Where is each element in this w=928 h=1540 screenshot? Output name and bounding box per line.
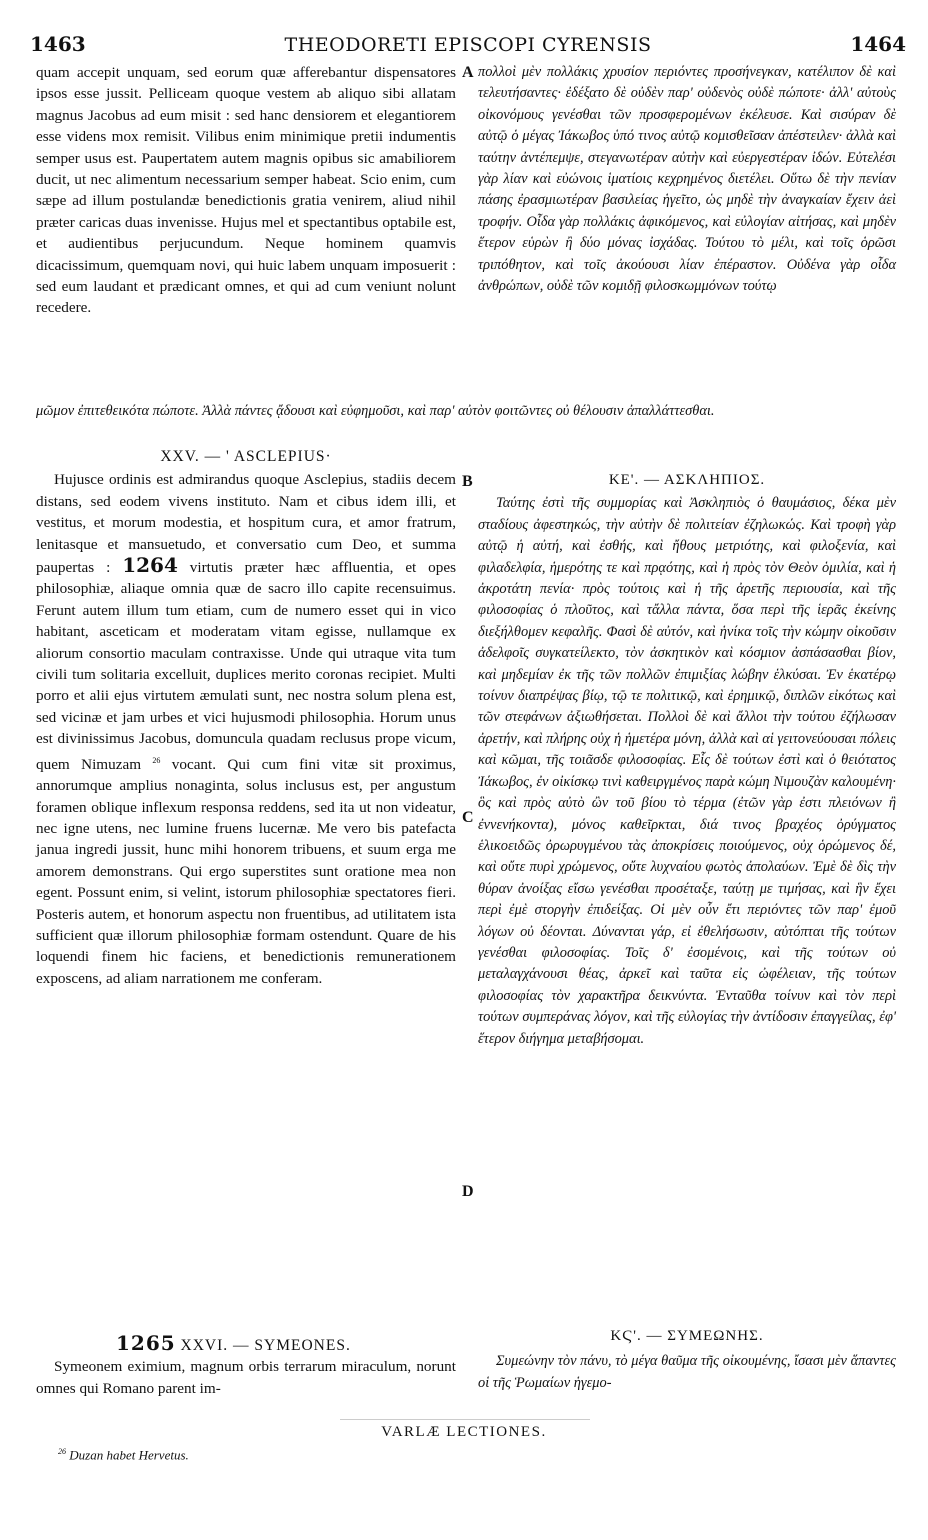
page-header — [30, 32, 906, 58]
variae-lectiones-heading: VARLÆ LECTIONES. — [381, 1424, 547, 1440]
column-number-1264: 1264 — [122, 553, 178, 578]
latin-text-25a: Hujusce ordinis est admirandus quoque Asclepius, stadiis decem distans, sed eodem vivens instituto. Nam et cibus idem illi, et vestitus, et morum modestia, et hospitum cura, et amor fratrum, lenitasque et mansuetudo, et conversatio cum Deo, et summa paupertas : — [36, 471, 456, 577]
left-page-number: 1463 — [30, 32, 86, 56]
margin-marker-a: A — [462, 64, 474, 81]
right-page-number: 1464 — [850, 32, 906, 56]
margin-marker-b: B — [462, 473, 473, 490]
latin-section-25 — [36, 446, 456, 989]
margin-marker-c: C — [462, 809, 474, 826]
footnote-reference: 26 — [152, 755, 161, 765]
greek-section-26 — [478, 1326, 896, 1394]
latin-text-25b: virtutis præter hæc affluentia, et opes philosophiæ, aliaque omnia quæ de sacro illo capite recensuimus. Ferunt autem illum tum etiam, cum de numero esset qui in vico habitant, asceticam et moderatam vitam egisse, nullamque ex aliorum consortio maculam contraxisse. Unde qui utraque vita tum civili tum solitaria excelluit, duplices merito coronas recipiet. Multi porro et alii ejus virtutem æmulati sunt, nec nostra solum plena est, sed vicinæ et jam urbes et vici hujusmodi philosophia. Horum unus est divinissimus Jacobus, domuncula quadam reclusus prope vicum, quem Nimuzam — [36, 559, 457, 773]
latin-text-25c: vocant. Qui cum fini vitæ sit proximus, annorumque amplius nonaginta, solus inclusus est, per angustum foramen oblique inflexum responsa reddens, sed ita ut non videatur, nec igne utens, nec lumine fruens lucernæ. Me vero bis patefacta janua ingredi jussit, hunc mihi honorem tribuens, et suum erga me amorem demonstrans. Qui ergo superstites sunt oratione mea non egent. Possunt enim, si velint, istorum philosophiæ spectatores fieri. Posteris autem, et honorum aspectu non fruentibus, ad utilitatem ista sufficient quæ illorum philosophiæ formam ostendunt. Quare de his loquendi finem hic faciens, et benedictionis remunerationem exposcens, ad aliam narrationem me conferam. — [36, 755, 456, 987]
latin-paragraph-26: Symeonem eximium, magnum orbis terrarum miraculum, norunt omnes qui Romano parent im- — [36, 1358, 456, 1397]
footnote-divider — [340, 1419, 590, 1420]
greek-full-width-line: μῶμον ἐπιτεθεικότα πώποτε. Ἀλλὰ πάντες ᾄδουσι καὶ εὐφημοῦσι, καὶ παρ' αὐτὸν φοιτῶντες οὐ θέλουσιν ἀπαλλάττεσθαι. — [36, 403, 715, 419]
footnote — [58, 1447, 189, 1463]
greek-section-25 — [478, 470, 896, 1050]
section-title-latin-25: XXV. — ' ASCLEPIUS· — [160, 448, 332, 465]
column-number-1265: 1265 — [116, 1331, 176, 1355]
section-title-latin-26-text: XXVI. — SYMEONES. — [180, 1337, 351, 1354]
greek-column-top — [478, 62, 896, 297]
latin-paragraph-25 — [36, 469, 456, 989]
margin-marker-d: D — [462, 1183, 474, 1200]
latin-column-top — [36, 62, 456, 319]
section-title-latin-26 — [36, 1333, 456, 1356]
greek-paragraph-25: Ταύτης ἐστὶ τῆς συμμορίας καὶ Ἀσκληπιὸς ὁ θαυμάσιος, δέκα μὲν σταδίους ἀφεστηκώς, τὴν αὐτὴν δὲ πολιτείαν ἐζηλωκώς. Καὶ τροφὴ γὰρ αὐτῷ ἡ αὐτή, καὶ ἐσθής, καὶ ἤθους μετριότης, καὶ φιλοξενία, καὶ φιλαδελφία, ἡμερότης τε καὶ πρᾳότης, καὶ ἡ πρὸς τὸν Θεὸν ὁμιλία, καὶ ἡ ἀκροτάτη πενία· πρὸς τούτοις καὶ ἡ τῆς ἀρετῆς περιουσία, καὶ τῆς φιλοσοφίας ὁ πλοῦτος, καὶ τἄλλα πάντα, ὅσα περὶ τῆς ἱερᾶς ἐκείνης διεξήλθομεν κεφαλῆς. Φασὶ δὲ αὐτόν, καὶ ἡνίκα τοῖς τὴν κώμην οἰκοῦσιν ἀδελφοῖς συγκατείλεκτο, τὸν ἀσκητικὸν καὶ κόσμιον ἀσπάσασθαι βίον, καὶ μηδεμίαν ἐκ τῆς τῶν πολλῶν ἐπιμιξίας λώβην ἑλκύσαι. Ἐν ἑκατέρῳ τοίνυν διαπρέψας βίῳ, τῷ τε πολιτικῷ, καὶ ἐρημικῷ, διπλῶν εἰκότως καὶ τῶν στεφάνων ἀξιωθήσεται. Πολλοὶ δὲ καὶ ἄλλοι τὴν τούτου ἐζήλωσαν ἀρετήν, καὶ πλήρης οὐχ ἡ ἡμετέρα μόνη, ἀλλὰ καὶ αἱ γειτονεύουσαι πόλεις καὶ κῶμαι, τῆς τοιᾶσδε φιλοσοφίας. Εἷς δὲ τούτων ἐστὶ καὶ ὁ θειότατος Ἰάκωβος, ἐν οἰκίσκῳ τινὶ καθειργμένος παρὰ κώμη Νιμουζὰν καλουμένη· ὃς καὶ πρὸς αὐτὸ ὢν τοῦ βίου τὸ τέρμα (ἐτῶν γὰρ ἐστι πλειόνων ἢ ἐννενήκοντα), μόνος καθεῖρκται, διά τινος βραχέος ὀρύγματος ἑλικοειδῶς ὀρωρυγμένου τὰς ἀποκρίσεις ποιούμενος, οὐχ ὁρώμενος δέ, καὶ οὔτε πυρὶ χρώμενος, οὔτε λυχναίου φωτὸς ἀπολαύων. Ἐμὲ δὲ δὶς τὴν θύραν ἀνοίξας εἴσω γενέσθαι προσέταξε, ταύτῃ με τιμήσας, καὶ ἣν ἔχει περὶ ἐμὲ στοργὴν ἐπιδείξας. Οἱ μὲν οὖν ἔτι περιόντες τῶν παρ' ἐμοῦ λόγων οὐ δέονται. Δύνανται γάρ, εἰ ἐθελήσωσιν, αὐτόπται τῆς τούτων γενέσθαι φιλοσοφίας. Τοῖς δ' ἐσομένοις, καὶ τῆς τούτων οὐ μεταλαγχάνουσι θέας, ἀρκεῖ καὶ ταῦτα εἰς ὠφέλειαν, τῆς τούτων φιλοσοφίας τὸν χαρακτῆρα δεικνύντα. Ἐνταῦθα τοίνυν καὶ τὸν περὶ τούτων συμπεράνας λόγον, καὶ τῆς εὐλογίας τὴν ἀντίδοσιν ἐπαγγείλας, ἐφ' ἕτερον διήγημα μεταβήσομαι. — [478, 495, 896, 1047]
greek-paragraph: πολλοὶ μὲν πολλάκις χρυσίον περιόντες προσήνεγκαν, κατέλιπον δὲ καὶ τελευτήσαντες· ἐδέξατο δὲ οὐδὲν παρ' οὐδενὸς οὐδὲ πώποτε· ἀλλ' αὐτοὺς οἰκονόμους γενέσθαι τῶν προσφερομένων ἐκέλευσε. Καὶ σισύραν δὲ αὐτῷ ὁ μέγας Ἰάκωβος ὑπό τινος αὐτῷ κομισθεῖσαν ἀπέστειλεν· ἀλλὰ καὶ ταύτην ἀντέπεμψε, στεγανωτέραν αὐτὴν καὶ εὐεργεστέραν ἰδών. Εὐτελέσι γὰρ λίαν καὶ εὐώνοις ἱματίοις κεχρημένος διετέλει. Οὕτω δὲ τὴν πενίαν πάσης ἐρασμιωτέραν βασιλείας ἡγεῖτο, ὡς μηδὲ τὴν ἀναγκαίαν ἔχειν ἀεὶ τροφήν. Οἶδα γὰρ πολλάκις ἀφικόμενος, καὶ εὐλογίαν αἰτήσας, καὶ μηδὲν ἕτερον εὑρὼν ἢ δύο μόνας ἰσχάδας. Τούτου τὸ μέλι, καὶ τοῖς ὁρῶσι τριπόθητον, καὶ τοῖς ἀκούουσι λίαν ἐπέραστον. Οὐδένα γὰρ οἶδα ἀνθρώπων, οὐδὲ τῶν κομιδῇ φιλοσκωμμόνων τούτῳ — [478, 64, 896, 295]
latin-section-26 — [36, 1333, 456, 1399]
section-title-greek-26: ΚϚ'. — ΣΥΜΕΩΝΗΣ. — [610, 1328, 764, 1344]
latin-paragraph: quam accepit unquam, sed eorum quæ afferebantur dispensatores ipsos esse jussit. Pelliceam quoque vestem ab aliquo sibi allatam magnus Jacobus ad eum misit : sed hanc densiorem et elegantiorem esse videns mox remisit. Vilibus enim minimique pretii indumentis semper usus est. Paupertatem autem magnis opibus sic amabiliorem ducit, ut nec alimentum necessarium semper habeat. Scio enim, cum sæpe ad illum postulandæ benedictionis gratia venirem, aliud nihil præter caricas duas invenisse. Hujus mel et spectantibus optabile est, et audientibus perjucundum. Neque hominem quamvis dicacissimum, quemquam novi, qui huic labem unquam imposuerit : sed eum laudant et prædicant omnes, et qui ad cum veniunt nolunt recedere. — [36, 64, 456, 317]
greek-paragraph-26: Συμεώνην τὸν πάνυ, τὸ μέγα θαῦμα τῆς οἰκουμένης, ἴσασι μὲν ἅπαντες οἱ τῆς Ῥωμαίων ἡγεμο- — [478, 1353, 896, 1391]
footnote-number: 26 — [58, 1447, 66, 1456]
footnote-text: Duzan habet Hervetus. — [69, 1447, 189, 1463]
section-title-greek-25: ΚΕ'. — ΑΣΚΛΗΠΙΟΣ. — [608, 472, 766, 488]
running-title: THEODORETI EPISCOPI CYRENSIS — [284, 34, 652, 56]
